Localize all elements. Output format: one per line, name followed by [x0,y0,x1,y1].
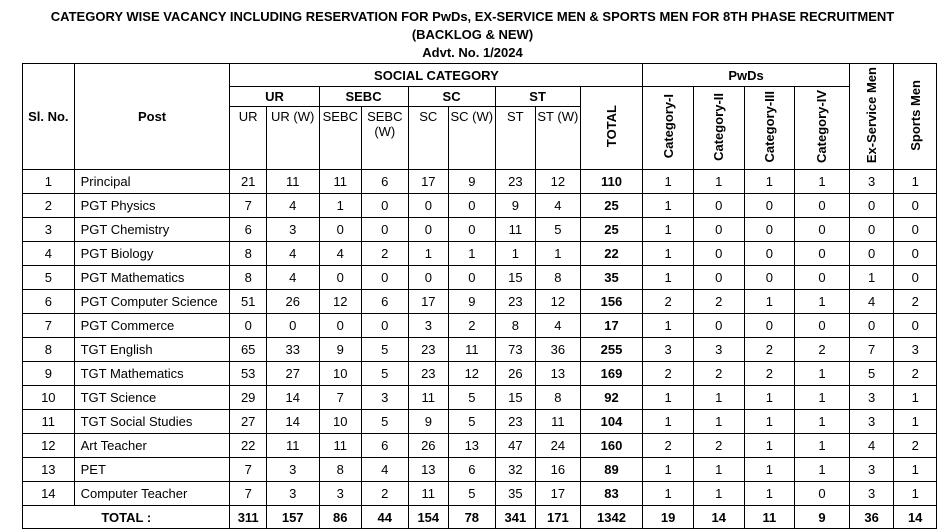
cell-value: 9 [408,410,448,434]
cell-value: 1 [693,386,744,410]
cell-value: 3 [849,170,894,194]
cell-total: 110 [580,170,643,194]
cell-value: 0 [849,314,894,338]
cell-value: 1 [693,482,744,506]
cell-value: 9 [449,290,496,314]
cell-value: 0 [849,218,894,242]
subheader-sebc-w: SEBC (W) [362,107,409,170]
cell-value: 1 [643,458,694,482]
cell-value: 27 [266,362,319,386]
cell-value: 2 [894,434,937,458]
cell-value: 3 [849,410,894,434]
cell-slno: 6 [23,290,75,314]
cell-value: 0 [744,266,795,290]
table-row [23,434,937,458]
cell-post: TGT English [74,338,230,362]
cell-value: 17 [408,290,448,314]
header-slno: Sl. No. [23,64,75,170]
cell-value: 26 [266,290,319,314]
cell-slno: 13 [23,458,75,482]
table-row [23,362,937,386]
cell-value: 5 [849,362,894,386]
total-cell: 86 [319,506,362,529]
header-sports-men: Sports Men [894,64,937,170]
cell-value: 2 [643,362,694,386]
cell-value: 9 [449,170,496,194]
cell-value: 21 [230,170,266,194]
cell-total: 17 [580,314,643,338]
cell-value: 1 [795,458,850,482]
cell-post: PET [74,458,230,482]
cell-post: TGT Social Studies [74,410,230,434]
subheader-sebc: SEBC [319,107,362,170]
cell-value: 2 [693,362,744,386]
cell-value: 1 [643,314,694,338]
cell-value: 4 [266,242,319,266]
cell-value: 26 [495,362,535,386]
header-sebc-group: SEBC [319,87,408,107]
cell-value: 10 [319,410,362,434]
cell-value: 12 [319,290,362,314]
cell-value: 11 [266,434,319,458]
cell-value: 5 [362,362,409,386]
cell-value: 0 [894,194,937,218]
subheader-ur: UR [230,107,266,170]
cell-value: 0 [408,218,448,242]
cell-value: 23 [408,362,448,386]
table-row [23,482,937,506]
cell-post: PGT Chemistry [74,218,230,242]
header-pwd-category-2: Category-II [693,87,744,170]
title-line-3: Advt. No. 1/2024 [422,45,523,60]
cell-value: 3 [266,218,319,242]
cell-value: 2 [693,434,744,458]
cell-value: 5 [449,482,496,506]
total-cell: 9 [795,506,850,529]
cell-value: 1 [849,266,894,290]
cell-value: 0 [795,194,850,218]
title-line-1: CATEGORY WISE VACANCY INCLUDING RESERVATION FOR PwDs, EX-SERVICE MEN & SPORTS MEN FOR 8TH PHASE RECRUITMENT [50,9,895,24]
cell-post: PGT Biology [74,242,230,266]
cell-total: 83 [580,482,643,506]
cell-value: 1 [408,242,448,266]
total-label: TOTAL : [23,506,230,529]
subheader-st: ST [495,107,535,170]
cell-value: 3 [643,338,694,362]
cell-value: 1 [795,410,850,434]
cell-slno: 2 [23,194,75,218]
cell-value: 5 [362,410,409,434]
cell-value: 0 [362,314,409,338]
total-cell: 36 [849,506,894,529]
table-row [23,458,937,482]
cell-value: 24 [536,434,581,458]
cell-value: 5 [449,386,496,410]
header-st-group: ST [495,87,580,107]
cell-value: 0 [744,242,795,266]
cell-value: 1 [744,458,795,482]
total-cell: 341 [495,506,535,529]
cell-value: 3 [693,338,744,362]
cell-value: 33 [266,338,319,362]
total-cell: 311 [230,506,266,529]
cell-value: 7 [230,482,266,506]
total-cell: 44 [362,506,409,529]
cell-value: 0 [693,194,744,218]
cell-value: 17 [536,482,581,506]
cell-value: 2 [693,290,744,314]
cell-value: 11 [408,482,448,506]
cell-value: 1 [894,170,937,194]
cell-total: 255 [580,338,643,362]
cell-value: 4 [849,434,894,458]
cell-value: 9 [495,194,535,218]
header-pwd-category-3: Category-III [744,87,795,170]
cell-value: 1 [744,170,795,194]
cell-value: 0 [795,242,850,266]
cell-value: 0 [319,218,362,242]
cell-value: 0 [362,194,409,218]
cell-post: PGT Commerce [74,314,230,338]
table-row [23,290,937,314]
cell-value: 6 [230,218,266,242]
cell-value: 0 [795,218,850,242]
cell-value: 2 [362,482,409,506]
cell-value: 11 [319,170,362,194]
cell-value: 3 [849,458,894,482]
cell-value: 13 [536,362,581,386]
cell-value: 0 [795,266,850,290]
cell-value: 6 [362,290,409,314]
cell-value: 12 [536,290,581,314]
cell-value: 3 [319,482,362,506]
cell-value: 3 [266,458,319,482]
cell-value: 0 [449,194,496,218]
cell-value: 0 [744,218,795,242]
cell-value: 4 [849,290,894,314]
cell-value: 11 [408,386,448,410]
cell-value: 11 [536,410,581,434]
cell-post: PGT Computer Science [74,290,230,314]
cell-value: 0 [362,266,409,290]
cell-value: 11 [495,218,535,242]
cell-value: 1 [894,482,937,506]
cell-value: 11 [319,434,362,458]
cell-value: 3 [894,338,937,362]
cell-value: 1 [795,434,850,458]
cell-value: 0 [693,242,744,266]
cell-value: 6 [449,458,496,482]
subheader-sc-w: SC (W) [449,107,496,170]
cell-value: 0 [693,314,744,338]
cell-value: 51 [230,290,266,314]
cell-value: 2 [362,242,409,266]
total-cell: 14 [693,506,744,529]
cell-post: Art Teacher [74,434,230,458]
cell-value: 1 [319,194,362,218]
cell-value: 0 [795,314,850,338]
cell-slno: 9 [23,362,75,386]
cell-value: 5 [536,218,581,242]
table-row [23,218,937,242]
cell-value: 0 [362,218,409,242]
cell-post: PGT Physics [74,194,230,218]
cell-value: 3 [849,482,894,506]
cell-slno: 10 [23,386,75,410]
cell-total: 25 [580,194,643,218]
cell-value: 8 [319,458,362,482]
cell-value: 2 [643,290,694,314]
cell-value: 2 [795,338,850,362]
cell-value: 1 [449,242,496,266]
cell-value: 8 [536,266,581,290]
cell-value: 3 [266,482,319,506]
cell-value: 4 [266,194,319,218]
cell-value: 1 [894,386,937,410]
cell-value: 6 [362,170,409,194]
cell-value: 6 [362,434,409,458]
cell-value: 1 [643,170,694,194]
cell-value: 11 [449,338,496,362]
cell-value: 16 [536,458,581,482]
cell-slno: 7 [23,314,75,338]
cell-value: 5 [449,410,496,434]
cell-total: 92 [580,386,643,410]
total-cell: 154 [408,506,448,529]
cell-value: 0 [319,266,362,290]
cell-value: 36 [536,338,581,362]
header-pwd-category-4: Category-IV [795,87,850,170]
cell-total: 156 [580,290,643,314]
cell-total: 22 [580,242,643,266]
cell-value: 1 [744,410,795,434]
cell-value: 0 [744,194,795,218]
total-cell: 157 [266,506,319,529]
cell-post: PGT Mathematics [74,266,230,290]
cell-value: 11 [266,170,319,194]
cell-value: 27 [230,410,266,434]
header-sc-group: SC [408,87,495,107]
cell-value: 23 [408,338,448,362]
cell-value: 0 [449,218,496,242]
cell-value: 35 [495,482,535,506]
cell-value: 1 [536,242,581,266]
cell-total: 25 [580,218,643,242]
cell-value: 4 [362,458,409,482]
cell-value: 0 [795,482,850,506]
cell-value: 12 [536,170,581,194]
cell-total: 169 [580,362,643,386]
table-row [23,242,937,266]
cell-value: 13 [408,458,448,482]
cell-value: 0 [408,194,448,218]
cell-value: 12 [449,362,496,386]
cell-value: 1 [795,290,850,314]
table-row [23,170,937,194]
cell-value: 7 [230,194,266,218]
cell-slno: 11 [23,410,75,434]
cell-value: 8 [230,242,266,266]
cell-value: 22 [230,434,266,458]
total-cell: 78 [449,506,496,529]
cell-value: 53 [230,362,266,386]
header-ex-service-men: Ex-Service Men [849,64,894,170]
cell-slno: 1 [23,170,75,194]
cell-value: 1 [643,482,694,506]
cell-value: 7 [230,458,266,482]
cell-value: 0 [693,266,744,290]
header-social-category: SOCIAL CATEGORY [230,64,643,87]
cell-value: 4 [536,194,581,218]
cell-value: 3 [362,386,409,410]
subheader-st-w: ST (W) [536,107,581,170]
title-line-2: (BACKLOG & NEW) [411,27,534,42]
cell-value: 2 [449,314,496,338]
cell-value: 17 [408,170,448,194]
cell-value: 1 [693,170,744,194]
cell-value: 0 [894,266,937,290]
cell-value: 23 [495,170,535,194]
cell-value: 2 [643,434,694,458]
cell-value: 1 [693,410,744,434]
cell-value: 15 [495,386,535,410]
vacancy-table [22,63,937,529]
cell-post: Computer Teacher [74,482,230,506]
cell-value: 0 [894,314,937,338]
cell-value: 2 [894,290,937,314]
cell-value: 7 [849,338,894,362]
cell-value: 1 [744,482,795,506]
cell-value: 0 [449,266,496,290]
cell-value: 47 [495,434,535,458]
cell-total: 160 [580,434,643,458]
cell-value: 1 [643,242,694,266]
cell-value: 1 [744,434,795,458]
cell-post: TGT Science [74,386,230,410]
table-row [23,266,937,290]
cell-value: 7 [319,386,362,410]
cell-value: 0 [849,242,894,266]
cell-value: 5 [362,338,409,362]
total-cell: 11 [744,506,795,529]
subheader-sc: SC [408,107,448,170]
total-row [23,506,937,529]
document-header [0,0,945,62]
header-pwds: PwDs [643,64,849,87]
cell-value: 3 [408,314,448,338]
header-pwd-category-1: Category-I [643,87,694,170]
table-row [23,338,937,362]
table-row [23,194,937,218]
table-row [23,410,937,434]
cell-value: 8 [495,314,535,338]
cell-value: 4 [319,242,362,266]
cell-value: 23 [495,290,535,314]
cell-value: 13 [449,434,496,458]
cell-slno: 4 [23,242,75,266]
cell-value: 0 [266,314,319,338]
cell-value: 1 [744,290,795,314]
cell-value: 4 [536,314,581,338]
cell-value: 1 [894,410,937,434]
cell-value: 3 [849,386,894,410]
cell-value: 32 [495,458,535,482]
cell-value: 0 [894,218,937,242]
cell-value: 23 [495,410,535,434]
cell-value: 1 [643,218,694,242]
cell-value: 0 [849,194,894,218]
cell-post: TGT Mathematics [74,362,230,386]
total-cell: 1342 [580,506,643,529]
header-ur-group: UR [230,87,319,107]
cell-value: 2 [894,362,937,386]
header-total: TOTAL [580,87,643,170]
cell-value: 2 [744,362,795,386]
cell-value: 14 [266,410,319,434]
cell-value: 15 [495,266,535,290]
cell-value: 1 [643,386,694,410]
cell-value: 1 [495,242,535,266]
cell-value: 0 [408,266,448,290]
cell-value: 26 [408,434,448,458]
subheader-ur-w: UR (W) [266,107,319,170]
cell-total: 104 [580,410,643,434]
cell-value: 1 [894,458,937,482]
header-post: Post [74,64,230,170]
cell-value: 1 [693,458,744,482]
cell-slno: 8 [23,338,75,362]
cell-value: 8 [230,266,266,290]
cell-value: 14 [266,386,319,410]
cell-value: 1 [643,410,694,434]
cell-value: 1 [643,266,694,290]
cell-slno: 3 [23,218,75,242]
cell-slno: 14 [23,482,75,506]
cell-slno: 12 [23,434,75,458]
cell-value: 1 [795,386,850,410]
cell-value: 9 [319,338,362,362]
cell-value: 1 [744,386,795,410]
cell-value: 65 [230,338,266,362]
cell-value: 0 [744,314,795,338]
cell-post: Principal [74,170,230,194]
cell-slno: 5 [23,266,75,290]
cell-value: 1 [795,362,850,386]
total-cell: 19 [643,506,694,529]
cell-value: 0 [230,314,266,338]
cell-value: 0 [319,314,362,338]
table-row [23,314,937,338]
table-row [23,386,937,410]
cell-value: 10 [319,362,362,386]
total-cell: 171 [536,506,581,529]
cell-value: 2 [744,338,795,362]
cell-value: 1 [795,170,850,194]
cell-value: 73 [495,338,535,362]
total-cell: 14 [894,506,937,529]
cell-total: 35 [580,266,643,290]
cell-value: 0 [693,218,744,242]
cell-value: 0 [894,242,937,266]
cell-value: 1 [643,194,694,218]
cell-total: 89 [580,458,643,482]
cell-value: 4 [266,266,319,290]
cell-value: 29 [230,386,266,410]
cell-value: 8 [536,386,581,410]
